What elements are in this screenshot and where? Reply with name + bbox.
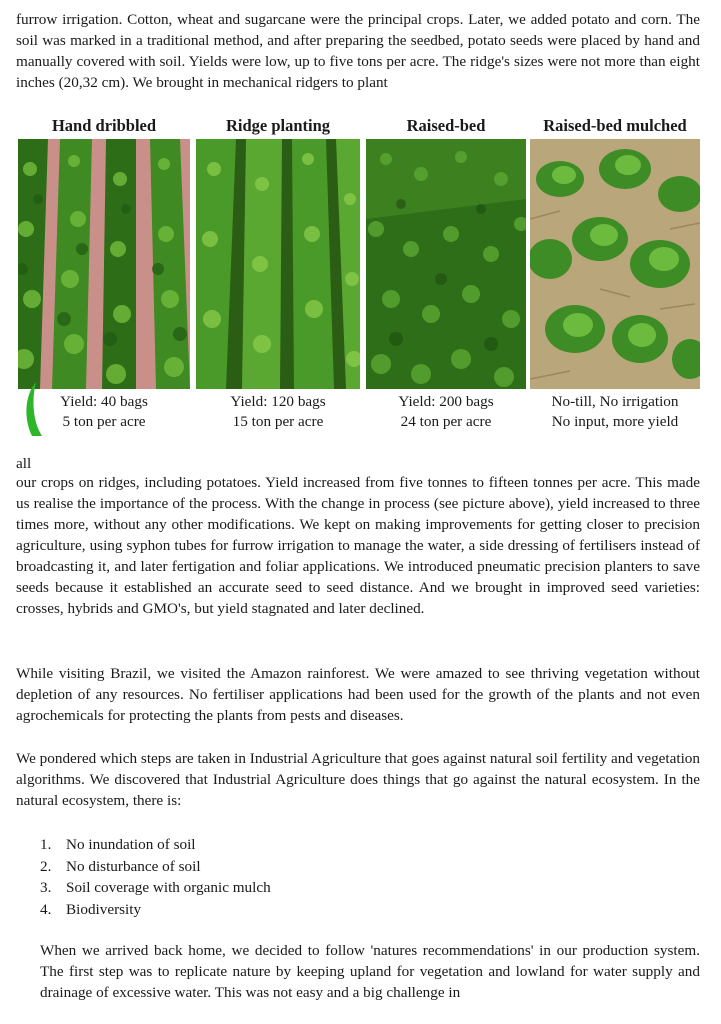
natural-ecosystem-list [40, 834, 271, 920]
paragraph-intro: furrow irrigation. Cotton, wheat and sugarcane were the principal crops. Later, we added potato and corn. The soil was marked in a traditional method, and after preparing the seedbed, potato seeds were placed by hand and manually covered with soil. Yields were low, up to five tons per acre. The ridge's sizes were not more than eight inches (20,32 cm). We brought in mechanical ridgers to plant [16, 11, 700, 91]
list-item: 4. Biodiversity [40, 900, 142, 918]
list-item: 2. No disturbance of soil [40, 857, 201, 875]
paragraph-back-home: When we arrived back home, we decided to follow 'natures recommendations' in our production system. The first step was to replicate nature by keeping upland for vegetation and lowland for water supply and drainage of excessive water. This was not easy and a big challenge in [40, 942, 700, 1001]
list-item: 3. Soil coverage with organic mulch [40, 879, 271, 896]
photo-ridge-planting [196, 139, 360, 389]
yield-comparison-figure [16, 115, 700, 435]
panel-title: Hand dribbled [51, 116, 157, 135]
method-line: No-till, No irrigation [551, 393, 679, 410]
panel-caption [366, 392, 526, 432]
paragraph-ridges: our crops on ridges, including potatoes. Yield increased from five tonnes to fifteen tonnes per acre. This made us realise the importance of the process. With the change in process (see picture above), yield increased to three times more, without any other modifications. We kept on making improvements for getting closer to precision agriculture, using syphon tubes for furrow irrigation to manage the water, a side dressing of fertilisers instead of broadcasting it, and later fertigation and foliar applications. We introduced pneumatic precision planters to save seeds because it established an accurate seed to seed distance. And we brought in improved seed varieties: crosses, hybrids and GMO's, but yield stagnated and later declined. [16, 474, 700, 617]
panel-title: Ridge planting [225, 116, 331, 135]
yield-line: Yield: 200 bags [398, 393, 494, 410]
photo-raised-bed-mulched [530, 139, 700, 389]
panel-title: Raised-bed mulched [543, 116, 687, 135]
yield-line: Yield: 40 bags [60, 393, 148, 410]
tonnage-line: 5 ton per acre [62, 413, 146, 430]
green-leaf-icon [22, 382, 42, 436]
panel-caption [530, 392, 700, 432]
photo-hand-dribbled [18, 139, 190, 389]
benefit-line: No input, more yield [551, 413, 679, 430]
list-item: 1. No inundation of soil [40, 836, 196, 853]
tonnage-line: 15 ton per acre [232, 413, 324, 430]
panel-caption [18, 392, 190, 432]
panel-title: Raised-bed [406, 116, 486, 135]
paragraph-brazil: While visiting Brazil, we visited the Amazon rainforest. We were amazed to see thriving vegetation without depletion of any resources. No fertiliser applications had been used for the growth of the plants and not even agrochemicals for protecting the plants from pests and diseases. [16, 665, 700, 724]
panel-caption [196, 392, 360, 432]
paragraph-industrial-agriculture: We pondered which steps are taken in Industrial Agriculture that goes against natural soil fertility and vegetation algorithms. We discovered that Industrial Agriculture does things that go against the natural ecosystem. In the natural ecosystem, there is: [16, 750, 700, 809]
photo-raised-bed [366, 139, 526, 389]
yield-line: Yield: 120 bags [230, 393, 326, 410]
paragraph-fragment: all [16, 455, 32, 472]
tonnage-line: 24 ton per acre [400, 413, 492, 430]
